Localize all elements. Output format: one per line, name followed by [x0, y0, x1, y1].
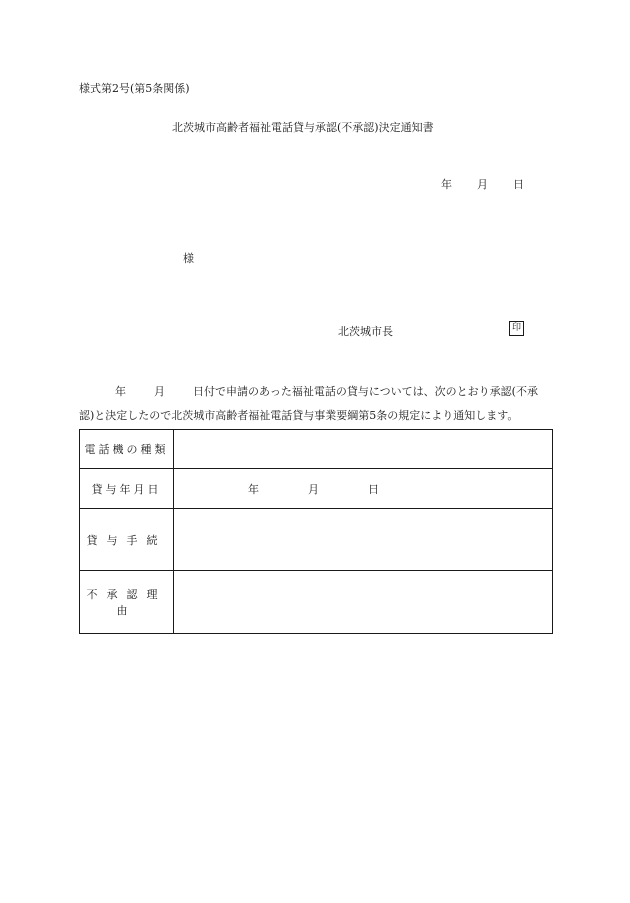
addressee-suffix: 様 [183, 252, 194, 265]
issuer-name: 北茨城市長 [338, 325, 393, 338]
loan-date-month: 月 [308, 482, 319, 496]
loan-date-label: 貸与年月日 [80, 469, 174, 509]
table-row [80, 469, 553, 509]
body-line-2: 認)と決定したので北茨城市高齢者福祉電話貸与事業要綱第5条の規定により通知します。 [79, 409, 519, 422]
loan-date-year: 年 [248, 482, 259, 496]
phone-type-value [174, 430, 553, 469]
details-table [79, 429, 553, 634]
table-row [80, 571, 553, 634]
loan-date-value [174, 469, 553, 509]
body-line-1-text: 日付で申請のあった福祉電話の貸与については、次のとおり承認(不承 [193, 385, 538, 398]
rejection-reason-label: 不承認理由 [80, 571, 174, 634]
seal-mark: 印 [509, 321, 524, 336]
body-line-1 [79, 380, 553, 404]
phone-type-label: 電話機の種類 [80, 430, 174, 469]
loan-date-day: 日 [368, 482, 379, 496]
table-row [80, 430, 553, 469]
issue-date [441, 176, 524, 192]
table-row [80, 509, 553, 571]
body-month: 月 [154, 385, 165, 398]
issue-date-year: 年 [441, 178, 452, 191]
procedure-label: 貸与手続 [80, 509, 174, 571]
rejection-reason-value [174, 571, 553, 634]
body-year: 年 [115, 385, 126, 398]
form-number: 様式第2号(第5条関係) [79, 82, 190, 95]
body-paragraph [79, 380, 553, 428]
document-title: 北茨城市高齢者福祉電話貸与承認(不承認)決定通知書 [172, 121, 434, 134]
issue-date-month: 月 [477, 178, 488, 191]
procedure-value [174, 509, 553, 571]
issue-date-day: 日 [513, 178, 524, 191]
